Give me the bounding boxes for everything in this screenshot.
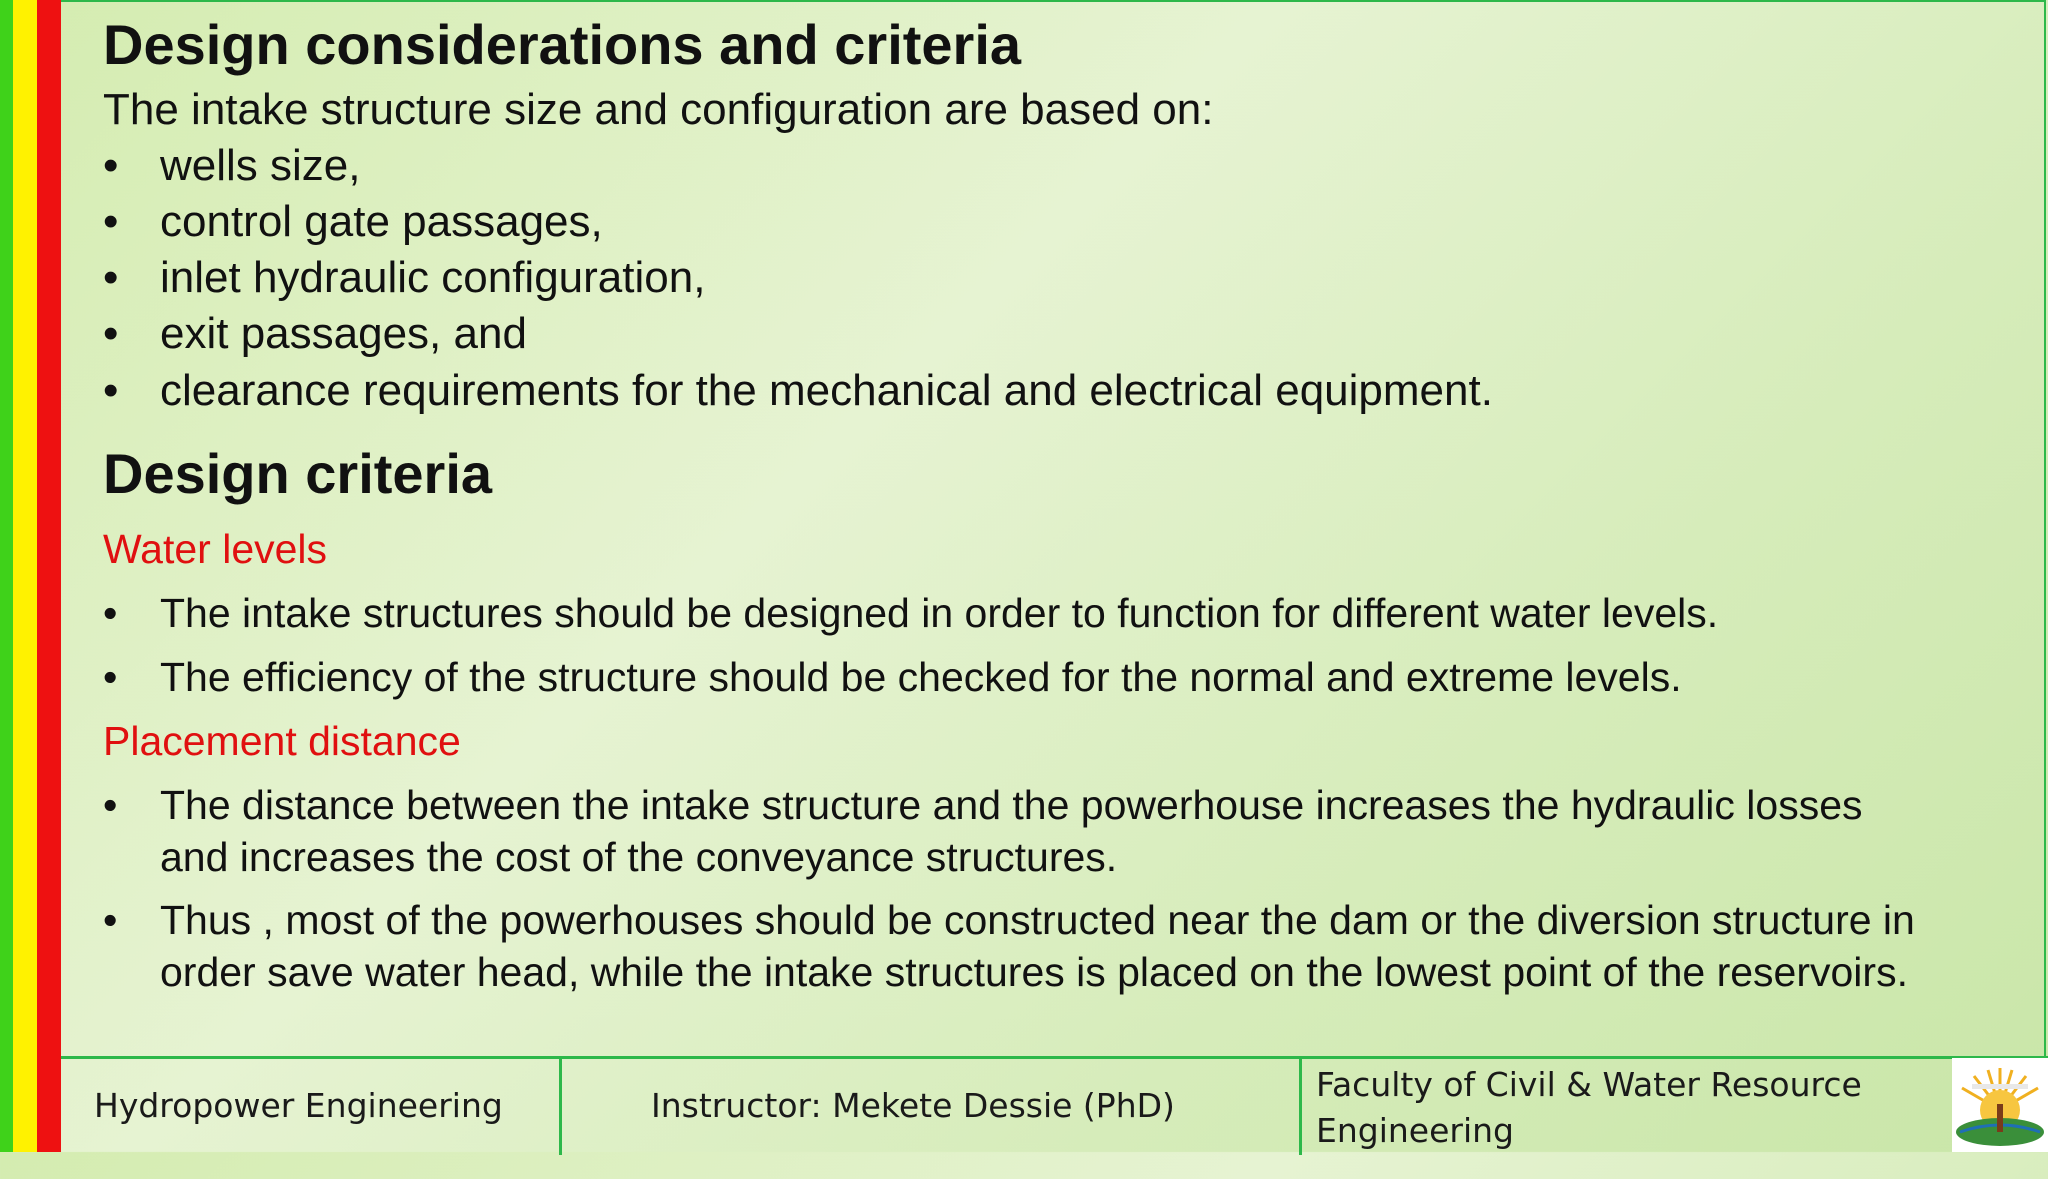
- footer-course: Hydropower Engineering: [94, 1086, 503, 1125]
- list-item-text-line1: Thus , most of the powerhouses should be constructed near the dam or the diversion structure in: [160, 897, 1915, 943]
- bullet-icon: •: [103, 253, 119, 302]
- flag-stripe-green: [0, 0, 13, 1152]
- list-item-text: wells size,: [160, 141, 361, 190]
- footer-divider: [1299, 1059, 1302, 1155]
- footer-faculty-line2: Engineering: [1316, 1111, 1514, 1150]
- footer-faculty: [1316, 1062, 1862, 1155]
- subheading-placement-distance: Placement distance: [103, 718, 461, 764]
- university-logo: [1952, 1058, 2048, 1152]
- list-item-text: control gate passages,: [160, 197, 603, 246]
- bullet-icon: •: [103, 897, 118, 943]
- bullet-icon: •: [103, 654, 118, 700]
- bullet-icon: •: [103, 590, 118, 636]
- footer-divider: [559, 1059, 562, 1155]
- list-item-text-line2: order save water head, while the intake structures is placed on the lowest point of the reservoirs.: [160, 949, 1908, 995]
- footer-faculty-line1: Faculty of Civil & Water Resource: [1316, 1065, 1862, 1104]
- intro-text: The intake structure size and configuration are based on:: [103, 85, 1214, 134]
- list-item-text-line1: The distance between the intake structure and the powerhouse increases the hydraulic losses: [160, 782, 1863, 828]
- subheading-water-levels: Water levels: [103, 526, 328, 572]
- list-item-text: The intake structures should be designed in order to function for different water levels.: [160, 590, 1719, 636]
- bullet-icon: •: [103, 782, 118, 828]
- footer-instructor: Instructor: Mekete Dessie (PhD): [651, 1086, 1175, 1125]
- bullet-icon: •: [103, 141, 119, 190]
- heading-design-considerations: Design considerations and criteria: [103, 13, 1022, 76]
- list-item-text: The efficiency of the structure should be checked for the normal and extreme levels.: [160, 654, 1682, 700]
- heading-design-criteria: Design criteria: [103, 442, 493, 505]
- bullet-icon: •: [103, 366, 119, 415]
- bullet-icon: •: [103, 309, 119, 358]
- list-item-text: clearance requirements for the mechanical and electrical equipment.: [160, 366, 1493, 415]
- flag-stripe-red: [37, 0, 61, 1152]
- slide-footer: [61, 1056, 2048, 1152]
- list-item-text: exit passages, and: [160, 309, 527, 358]
- list-item-text-line2: and increases the cost of the conveyance structures.: [160, 834, 1118, 880]
- list-item-text: inlet hydraulic configuration,: [160, 253, 706, 302]
- bullet-icon: •: [103, 197, 119, 246]
- university-seal-icon: [1952, 1058, 2048, 1152]
- flag-stripe-yellow: [13, 0, 37, 1152]
